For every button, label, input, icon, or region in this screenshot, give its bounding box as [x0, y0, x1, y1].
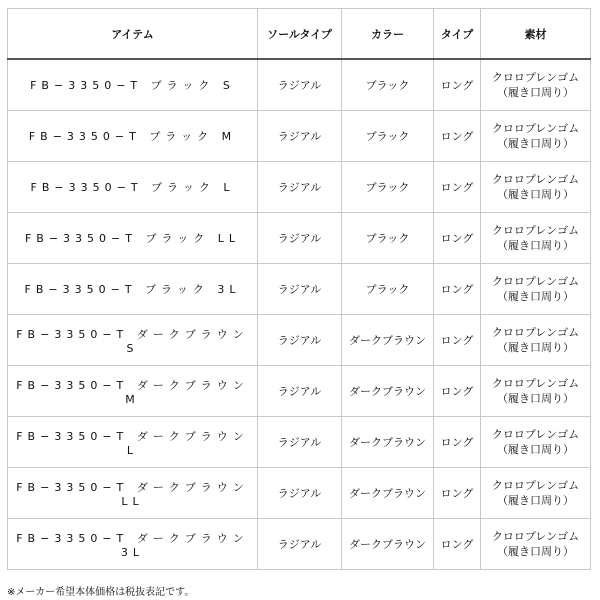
cell-color: ブラック [342, 264, 434, 315]
cell-item: FB−3350−T ブラック L [8, 162, 258, 213]
cell-color: ダークブラウン [342, 468, 434, 519]
cell-type: ロング [434, 366, 481, 417]
material-line-1: クロロプレンゴム [491, 377, 580, 390]
cell-type: ロング [434, 213, 481, 264]
cell-type: ロング [434, 264, 481, 315]
cell-color: ダークブラウン [342, 315, 434, 366]
cell-color: ブラック [342, 111, 434, 162]
cell-type: ロング [434, 417, 481, 468]
cell-item: FB−3350−T ブラック 3L [8, 264, 258, 315]
cell-material [481, 417, 591, 468]
cell-material [481, 111, 591, 162]
material-line-2: （履き口周り） [497, 137, 574, 150]
material-line-1: クロロプレンゴム [491, 428, 580, 441]
cell-item: FB−3350−T ブラック M [8, 111, 258, 162]
table-row [8, 264, 591, 315]
header-material: 素材 [481, 9, 591, 60]
cell-color: ブラック [342, 213, 434, 264]
cell-material [481, 519, 591, 570]
material-line-2: （履き口周り） [497, 239, 574, 252]
material-line-2: （履き口周り） [497, 443, 574, 456]
cell-material [481, 468, 591, 519]
material-line-1: クロロプレンゴム [491, 479, 580, 492]
cell-item: FB−3350−T ダークブラウン LL [8, 468, 258, 519]
table-row [8, 468, 591, 519]
material-line-1: クロロプレンゴム [491, 275, 580, 288]
material-line-2: （履き口周り） [497, 290, 574, 303]
cell-sole-type: ラジアル [258, 213, 342, 264]
cell-material [481, 315, 591, 366]
material-line-1: クロロプレンゴム [491, 530, 580, 543]
material-line-2: （履き口周り） [497, 188, 574, 201]
material-line-1: クロロプレンゴム [491, 326, 580, 339]
cell-sole-type: ラジアル [258, 59, 342, 111]
cell-material [481, 366, 591, 417]
cell-item: FB−3350−T ブラック S [8, 59, 258, 111]
table-row [8, 519, 591, 570]
cell-type: ロング [434, 162, 481, 213]
price-note: ※メーカー希望本体価格は税抜表記です。 [7, 587, 195, 598]
cell-item: FB−3350−T ダークブラウン S [8, 315, 258, 366]
material-line-1: クロロプレンゴム [491, 122, 580, 135]
cell-material [481, 264, 591, 315]
table-row [8, 111, 591, 162]
cell-sole-type: ラジアル [258, 315, 342, 366]
table-header-row [8, 9, 591, 60]
cell-item: FB−3350−T ダークブラウン M [8, 366, 258, 417]
table-row [8, 213, 591, 264]
cell-color: ブラック [342, 162, 434, 213]
cell-material [481, 59, 591, 111]
cell-type: ロング [434, 111, 481, 162]
cell-sole-type: ラジアル [258, 468, 342, 519]
cell-item: FB−3350−T ダークブラウン L [8, 417, 258, 468]
cell-material [481, 213, 591, 264]
table-row [8, 315, 591, 366]
material-line-2: （履き口周り） [497, 341, 574, 354]
cell-item: FB−3350−T ダークブラウン 3L [8, 519, 258, 570]
header-sole-type: ソールタイプ [258, 9, 342, 60]
cell-color: ブラック [342, 59, 434, 111]
material-line-2: （履き口周り） [497, 392, 574, 405]
cell-color: ダークブラウン [342, 519, 434, 570]
table-row [8, 162, 591, 213]
cell-sole-type: ラジアル [258, 417, 342, 468]
cell-type: ロング [434, 59, 481, 111]
material-line-1: クロロプレンゴム [491, 224, 580, 237]
cell-sole-type: ラジアル [258, 519, 342, 570]
material-line-2: （履き口周り） [497, 86, 574, 99]
cell-sole-type: ラジアル [258, 264, 342, 315]
table-row [8, 366, 591, 417]
cell-color: ダークブラウン [342, 417, 434, 468]
spec-table-container [7, 8, 590, 578]
header-item: アイテム [8, 9, 258, 60]
cell-material [481, 162, 591, 213]
material-line-2: （履き口周り） [497, 545, 574, 558]
cell-type: ロング [434, 315, 481, 366]
cell-sole-type: ラジアル [258, 162, 342, 213]
material-line-1: クロロプレンゴム [491, 173, 580, 186]
cell-type: ロング [434, 468, 481, 519]
header-type: タイプ [434, 9, 481, 60]
header-color: カラー [342, 9, 434, 60]
cell-type: ロング [434, 519, 481, 570]
cell-sole-type: ラジアル [258, 366, 342, 417]
cell-sole-type: ラジアル [258, 111, 342, 162]
cell-item: FB−3350−T ブラック LL [8, 213, 258, 264]
table-row [8, 59, 591, 111]
spec-table [7, 8, 591, 570]
material-line-2: （履き口周り） [497, 494, 574, 507]
cell-color: ダークブラウン [342, 366, 434, 417]
table-row [8, 417, 591, 468]
material-line-1: クロロプレンゴム [491, 71, 580, 84]
